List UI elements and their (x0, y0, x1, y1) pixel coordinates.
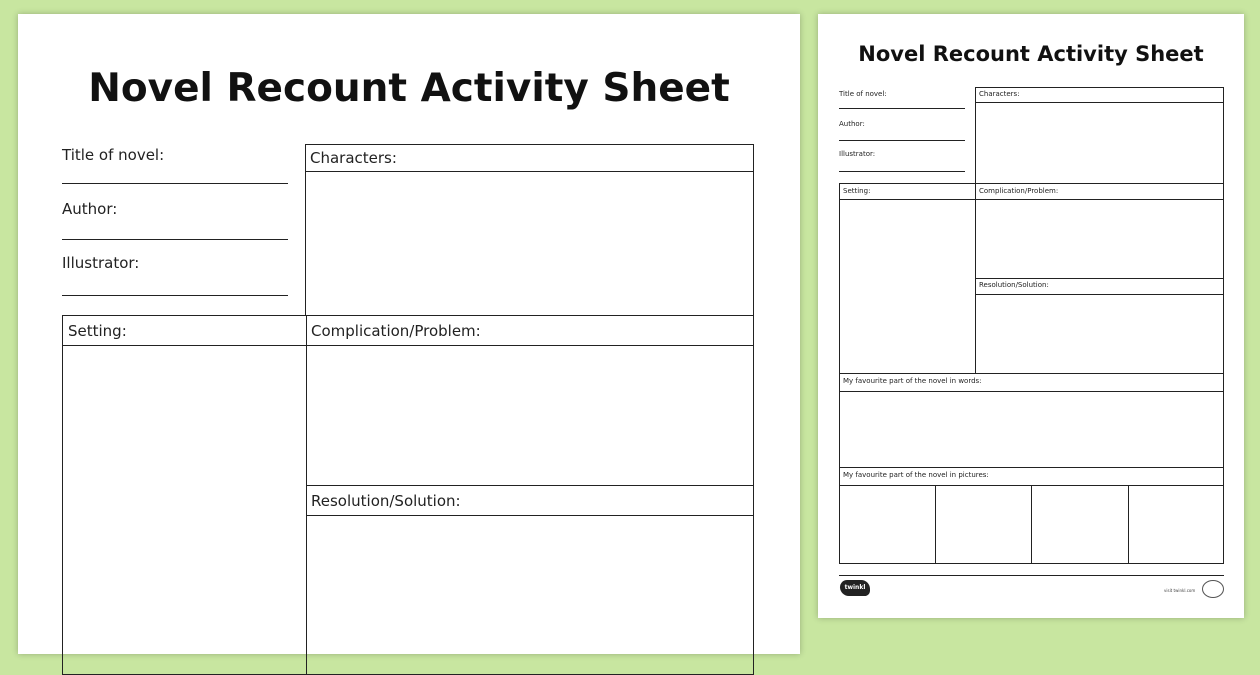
setting-label: Setting: (68, 322, 127, 340)
author-label: Author: (62, 200, 118, 218)
author-line (62, 239, 288, 240)
resolution-label: Resolution/Solution: (311, 492, 461, 510)
footer-divider (839, 575, 1224, 576)
favourite-words-box-small (839, 373, 1224, 468)
characters-label: Characters: (310, 149, 397, 167)
sheet-title-small: Novel Recount Activity Sheet (858, 42, 1204, 66)
favourite-pictures-label-small: My favourite part of the novel in pictures: (843, 471, 989, 479)
large-sheet-preview (18, 14, 800, 654)
twinkl-logo-text: twinkl (844, 584, 866, 591)
story-grid (62, 315, 754, 675)
grid-vertical-divider (306, 316, 307, 674)
sheet-title: Novel Recount Activity Sheet (88, 66, 730, 111)
resolution-label-small: Resolution/Solution: (979, 281, 1049, 289)
author-label-small: Author: (839, 120, 865, 128)
footer-url: visit twinkl.com (1164, 588, 1196, 593)
title-of-novel-label-small: Title of novel: (839, 90, 887, 98)
favourite-words-label-small: My favourite part of the novel in words: (843, 377, 982, 385)
picture-divider-2 (1031, 485, 1032, 563)
illustrator-line-small (839, 171, 965, 172)
grid-header-divider-small (840, 199, 1223, 200)
twinkl-logo (840, 580, 870, 596)
illustrator-line (62, 295, 288, 296)
picture-divider-1 (935, 485, 936, 563)
resolution-top-divider (306, 485, 753, 486)
illustrator-label: Illustrator: (62, 254, 140, 272)
title-of-novel-line-small (839, 108, 965, 109)
complication-label-small: Complication/Problem: (979, 187, 1059, 195)
picture-divider-3 (1128, 485, 1129, 563)
resolution-header-divider-small (975, 294, 1223, 295)
resolution-header-divider (306, 515, 753, 516)
favourite-pictures-box-small (839, 467, 1224, 564)
complication-label: Complication/Problem: (311, 322, 481, 340)
grid-header-divider (63, 345, 753, 346)
favourite-words-divider-small (840, 391, 1223, 392)
title-of-novel-line (62, 183, 288, 184)
author-line-small (839, 140, 965, 141)
characters-box-small (975, 87, 1224, 184)
small-sheet-preview (818, 14, 1244, 618)
characters-box (305, 144, 754, 316)
setting-label-small: Setting: (843, 187, 871, 195)
characters-header-divider (306, 171, 753, 172)
title-of-novel-label: Title of novel: (62, 146, 165, 164)
illustrator-label-small: Illustrator: (839, 150, 876, 158)
twinkl-badge-icon (1202, 580, 1224, 598)
characters-header-divider-small (976, 102, 1223, 103)
characters-label-small: Characters: (979, 90, 1020, 98)
story-grid-small (839, 183, 1224, 374)
resolution-top-divider-small (975, 278, 1223, 279)
